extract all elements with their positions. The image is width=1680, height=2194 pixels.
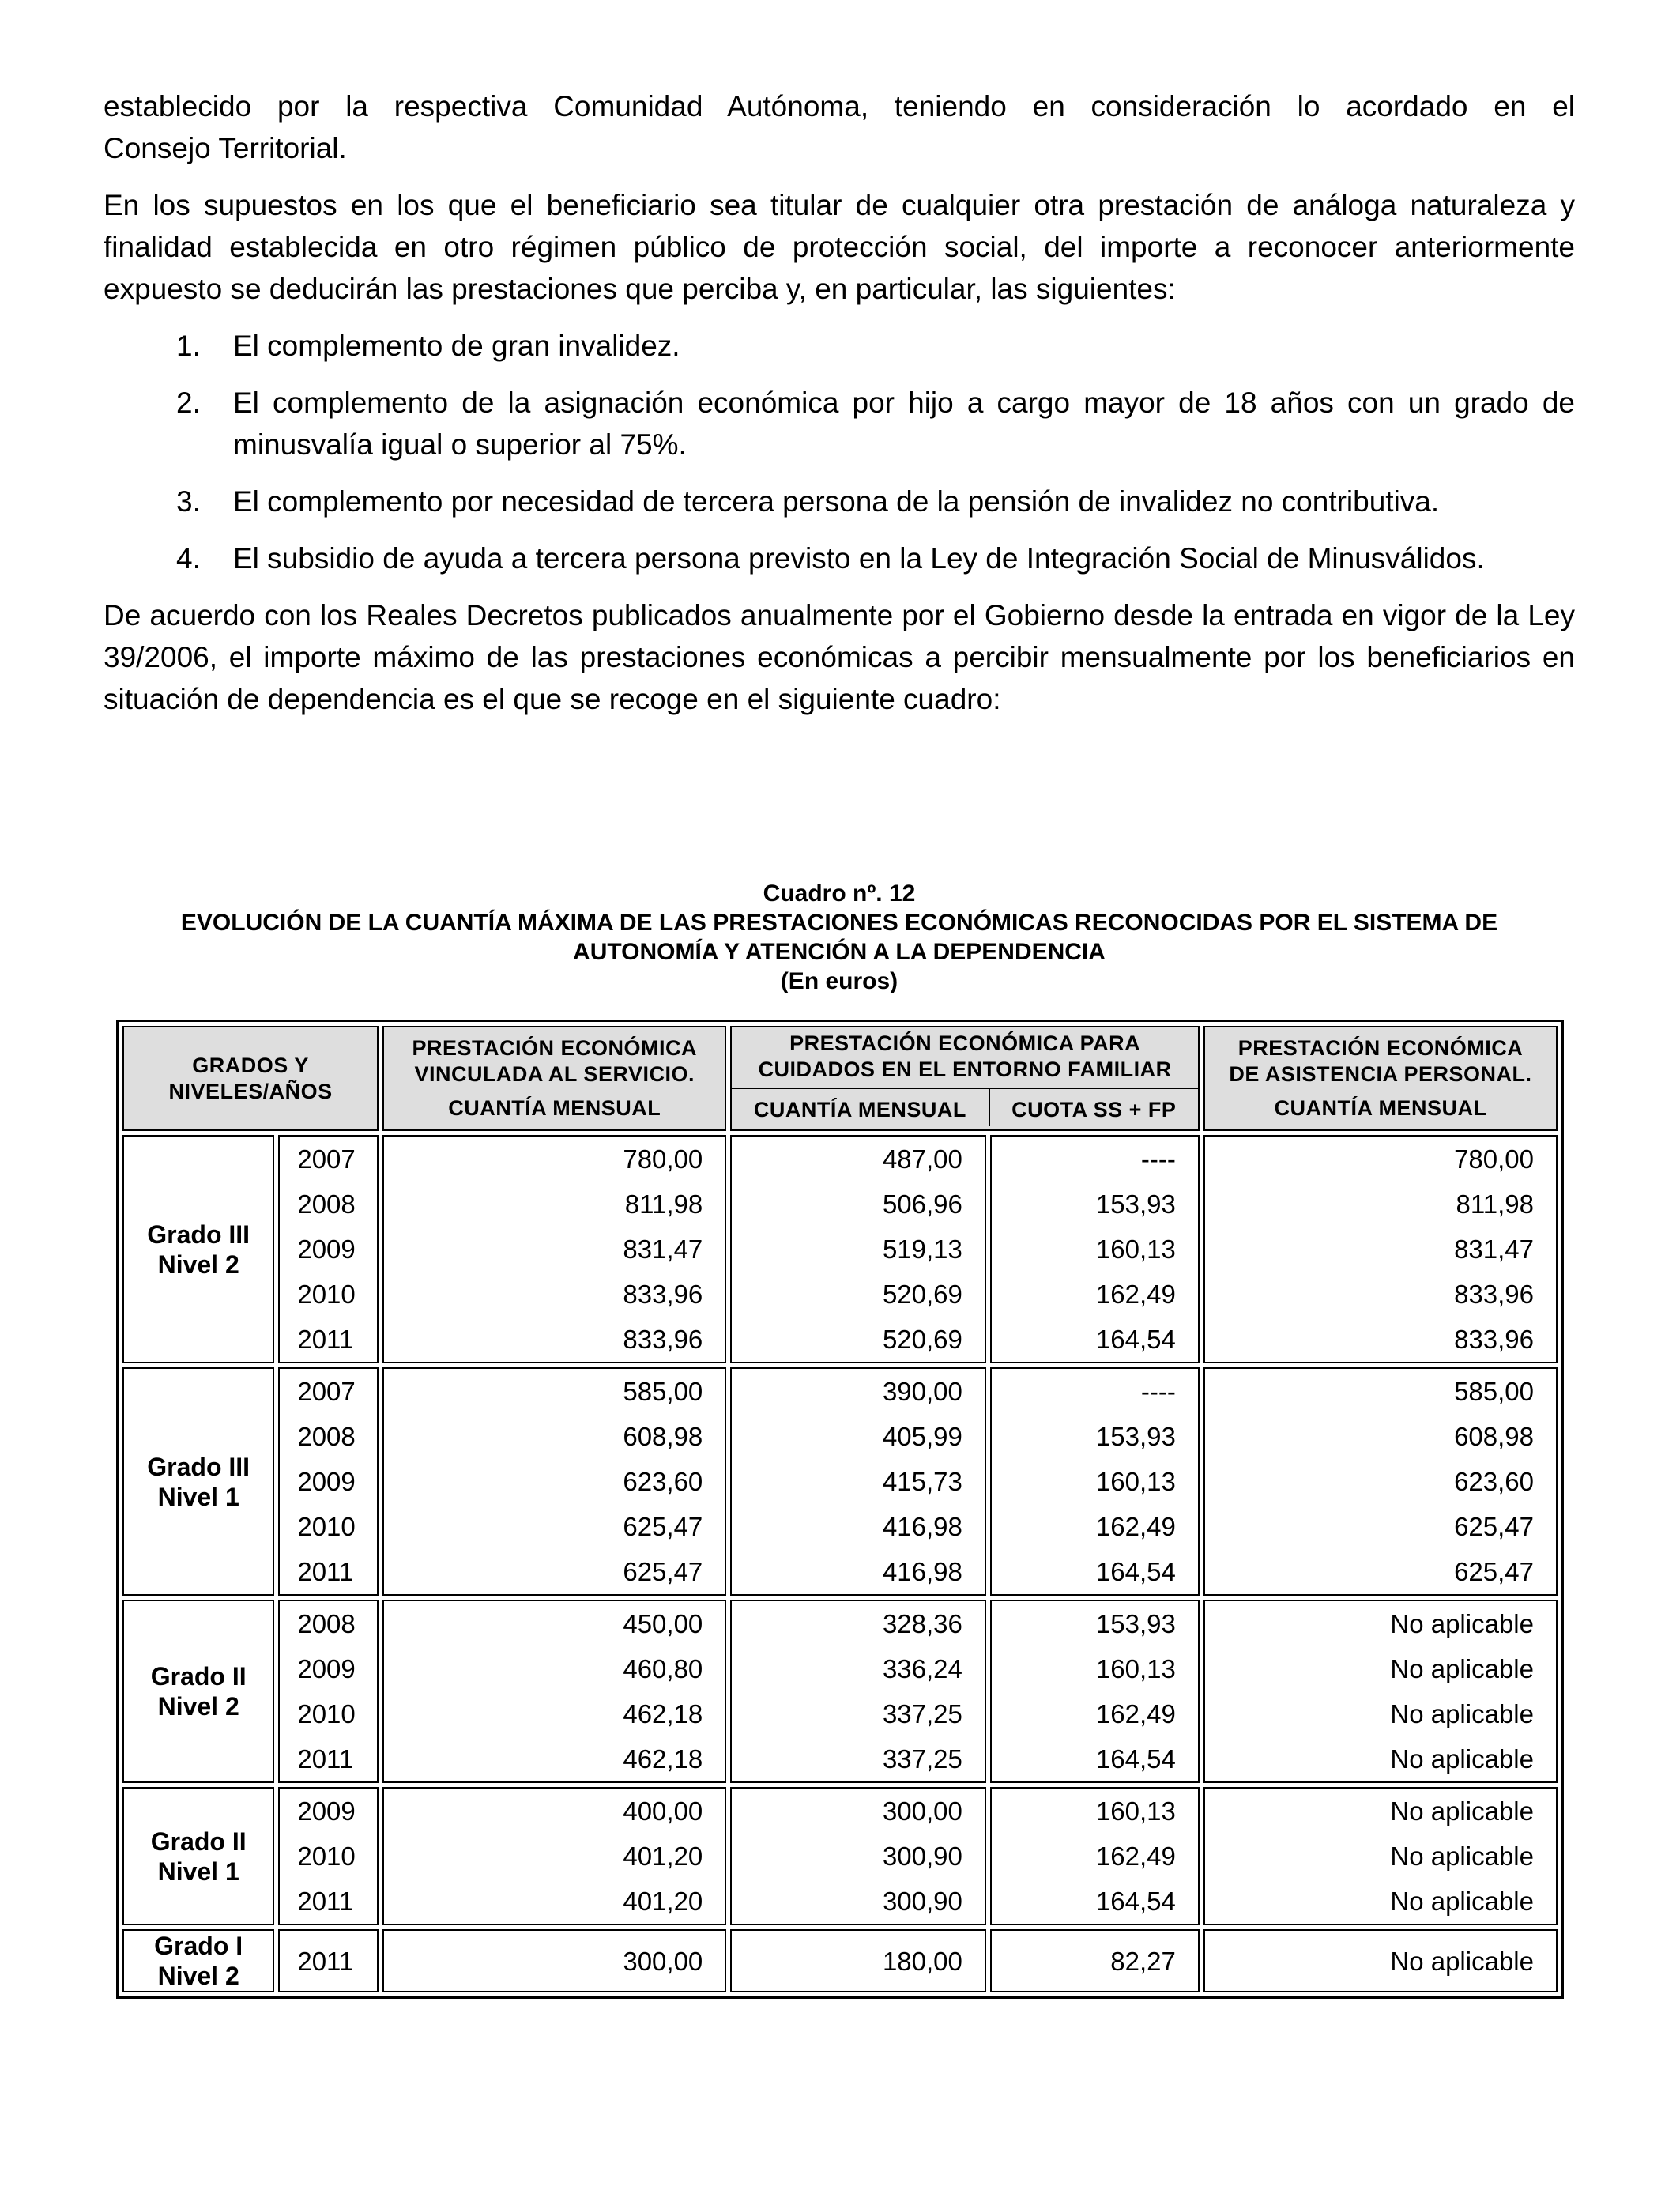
cell-value: 416,98 bbox=[882, 1557, 962, 1586]
cell-cuidados bbox=[730, 1787, 986, 1925]
header-cuidados-title bbox=[732, 1031, 1198, 1089]
header-text: NIVELES/AÑOS bbox=[168, 1079, 333, 1103]
table-title bbox=[104, 879, 1575, 996]
cell-value: 2008 bbox=[297, 1189, 356, 1219]
cell-value: 300,00 bbox=[623, 1946, 703, 1976]
cell-value: 405,99 bbox=[882, 1422, 962, 1451]
header-grados bbox=[122, 1026, 379, 1131]
cell-cuidados bbox=[730, 1600, 986, 1783]
cell-asistencia bbox=[1203, 1787, 1558, 1925]
grado-label bbox=[122, 1787, 274, 1925]
cell-value: 2010 bbox=[297, 1280, 356, 1309]
cell-value: No aplicable bbox=[1390, 1744, 1534, 1774]
cell-vinculada bbox=[382, 1929, 726, 1992]
table-header-row bbox=[122, 1026, 1558, 1131]
cell-value: No aplicable bbox=[1390, 1609, 1534, 1638]
header-text: PRESTACIÓN ECONÓMICA PARA bbox=[789, 1031, 1141, 1055]
cell-value: 2008 bbox=[297, 1609, 356, 1638]
cell-value: 585,00 bbox=[1454, 1377, 1534, 1406]
cell-value: 300,90 bbox=[882, 1887, 962, 1916]
cell-value: 625,47 bbox=[1454, 1557, 1534, 1586]
cell-value: 415,73 bbox=[882, 1467, 962, 1496]
cell-cuidados bbox=[730, 1367, 986, 1596]
cell-years bbox=[278, 1787, 379, 1925]
cell-value: 2009 bbox=[297, 1235, 356, 1264]
cell-value: 336,24 bbox=[882, 1654, 962, 1683]
cell-value: 153,93 bbox=[1095, 1609, 1176, 1638]
cell-value: 2011 bbox=[297, 1887, 354, 1916]
cell-value: 462,18 bbox=[623, 1699, 703, 1728]
cell-value: 585,00 bbox=[623, 1377, 703, 1406]
cell-value: No aplicable bbox=[1390, 1699, 1534, 1728]
cell-value: 520,69 bbox=[882, 1325, 962, 1354]
grado-text: Grado II bbox=[150, 1826, 247, 1856]
cell-cuota bbox=[990, 1929, 1200, 1992]
cell-value: 2009 bbox=[297, 1796, 356, 1826]
cell-value: 625,47 bbox=[1454, 1512, 1534, 1541]
cell-value: 460,80 bbox=[623, 1654, 703, 1683]
table-row bbox=[122, 1367, 1558, 1596]
header-asistencia bbox=[1203, 1026, 1558, 1131]
cell-cuidados bbox=[730, 1135, 986, 1363]
table-row bbox=[122, 1929, 1558, 1992]
grado-label bbox=[122, 1929, 274, 1992]
header-text: DE ASISTENCIA PERSONAL. bbox=[1229, 1062, 1532, 1086]
cell-value: No aplicable bbox=[1390, 1842, 1534, 1871]
list-number: 4. bbox=[176, 542, 201, 575]
cell-cuidados bbox=[730, 1929, 986, 1992]
header-text: CUIDADOS EN EL ENTORNO FAMILIAR bbox=[758, 1057, 1172, 1081]
cell-value: 337,25 bbox=[882, 1699, 962, 1728]
cell-asistencia bbox=[1203, 1929, 1558, 1992]
header-subtext: CUANTÍA MENSUAL bbox=[448, 1096, 661, 1120]
cell-value: 519,13 bbox=[882, 1235, 962, 1264]
cell-value: 780,00 bbox=[1454, 1144, 1534, 1174]
cell-value: 164,54 bbox=[1095, 1887, 1176, 1916]
table-row bbox=[122, 1787, 1558, 1925]
cell-asistencia bbox=[1203, 1367, 1558, 1596]
cell-value: 160,13 bbox=[1095, 1235, 1176, 1264]
cell-value: 160,13 bbox=[1095, 1467, 1176, 1496]
cell-value: ---- bbox=[1140, 1377, 1176, 1406]
list-item bbox=[104, 325, 1575, 367]
paragraph-1-line-1: establecido por la respectiva Comunidad Autónoma, teniendo en consideración lo acordado en el bbox=[104, 90, 1575, 123]
document-page bbox=[104, 85, 1575, 720]
cell-value: 337,25 bbox=[882, 1744, 962, 1774]
cell-value: 462,18 bbox=[623, 1744, 703, 1774]
grado-text: Nivel 1 bbox=[157, 1482, 239, 1511]
table-row bbox=[122, 1135, 1558, 1363]
header-text: PRESTACIÓN ECONÓMICA bbox=[1237, 1036, 1524, 1060]
cell-value: No aplicable bbox=[1390, 1887, 1534, 1916]
list-text: El complemento de gran invalidez. bbox=[233, 330, 680, 362]
list-text: El complemento por necesidad de tercera persona de la pensión de invalidez no contributiva. bbox=[233, 485, 1440, 518]
cell-value: 833,96 bbox=[1454, 1325, 1534, 1354]
cell-asistencia bbox=[1203, 1135, 1558, 1363]
table-number: Cuadro nº. 12 bbox=[763, 880, 916, 907]
cell-value: 811,98 bbox=[624, 1189, 703, 1219]
cell-value: 2008 bbox=[297, 1422, 356, 1451]
paragraph-1-line-2: Consejo Territorial. bbox=[104, 132, 347, 164]
cell-years bbox=[278, 1367, 379, 1596]
cell-value: 300,90 bbox=[882, 1842, 962, 1871]
cell-value: 153,93 bbox=[1095, 1422, 1176, 1451]
cell-value: 833,96 bbox=[623, 1280, 703, 1309]
cell-value: 164,54 bbox=[1095, 1325, 1176, 1354]
cell-value: 623,60 bbox=[1454, 1467, 1534, 1496]
cell-value: 300,00 bbox=[882, 1796, 962, 1826]
header-text: GRADOS Y bbox=[192, 1053, 309, 1077]
list-text: El subsidio de ayuda a tercera persona previsto en la Ley de Integración Social de Minusválidos. bbox=[233, 542, 1485, 575]
list-item bbox=[104, 537, 1575, 579]
grado-text: Nivel 2 bbox=[157, 1692, 239, 1721]
cell-value: 180,00 bbox=[882, 1946, 962, 1976]
list-item bbox=[104, 382, 1575, 466]
deductions-list bbox=[104, 325, 1575, 579]
grado-text: Grado III bbox=[147, 1452, 250, 1481]
header-vinculada bbox=[382, 1026, 726, 1131]
table-units: (En euros) bbox=[780, 968, 898, 994]
grado-text: Nivel 1 bbox=[157, 1857, 239, 1886]
paragraph-2: En los supuestos en los que el beneficiario sea titular de cualquier otra prestación de análoga naturaleza y finalidad establecida en otro régimen público de protección social, del importe a reconocer anteriormente expuesto se deducirán las prestaciones que perciba y, en particular, las siguientes: bbox=[104, 189, 1575, 305]
cell-value: 162,49 bbox=[1095, 1512, 1176, 1541]
cell-years bbox=[278, 1600, 379, 1783]
cell-value: 162,49 bbox=[1095, 1699, 1176, 1728]
cell-value: 2007 bbox=[297, 1144, 356, 1174]
header-subtext: CUANTÍA MENSUAL bbox=[1274, 1096, 1487, 1120]
header-subtext: CUANTÍA MENSUAL bbox=[732, 1089, 989, 1126]
cell-years bbox=[278, 1135, 379, 1363]
cell-value: 833,96 bbox=[1454, 1280, 1534, 1309]
cell-value: 153,93 bbox=[1095, 1189, 1176, 1219]
paragraph-3: De acuerdo con los Reales Decretos publicados anualmente por el Gobierno desde la entrada en vigor de la Ley 39/2006, el importe máximo de las prestaciones económicas a percibir mensualmente por los beneficiarios en situación de dependencia es el que se recoge en el siguiente cuadro: bbox=[104, 599, 1575, 715]
cell-value: 831,47 bbox=[1454, 1235, 1534, 1264]
cell-cuota bbox=[990, 1135, 1200, 1363]
cell-value: 625,47 bbox=[623, 1557, 703, 1586]
cell-value: 2009 bbox=[297, 1467, 356, 1496]
cell-value: 416,98 bbox=[882, 1512, 962, 1541]
cell-value: 400,00 bbox=[623, 1796, 703, 1826]
cell-value: 608,98 bbox=[1454, 1422, 1534, 1451]
cell-value: 2010 bbox=[297, 1842, 356, 1871]
grado-text: Grado I bbox=[154, 1932, 243, 1960]
cell-value: 164,54 bbox=[1095, 1744, 1176, 1774]
cell-value: 164,54 bbox=[1095, 1557, 1176, 1586]
grado-label bbox=[122, 1600, 274, 1783]
cell-value: 2011 bbox=[297, 1946, 354, 1976]
header-text: VINCULADA AL SERVICIO. bbox=[414, 1062, 695, 1086]
cell-value: 2007 bbox=[297, 1377, 356, 1406]
cell-value: 2011 bbox=[297, 1744, 354, 1774]
cell-value: No aplicable bbox=[1390, 1654, 1534, 1683]
cell-value: 780,00 bbox=[623, 1144, 703, 1174]
cell-value: 2009 bbox=[297, 1654, 356, 1683]
cell-value: No aplicable bbox=[1390, 1946, 1534, 1976]
cell-cuota bbox=[990, 1367, 1200, 1596]
table-title-line-2: AUTONOMÍA Y ATENCIÓN A LA DEPENDENCIA bbox=[573, 939, 1106, 965]
cell-value: 162,49 bbox=[1095, 1842, 1176, 1871]
cell-vinculada bbox=[382, 1600, 726, 1783]
cell-value: 2011 bbox=[297, 1557, 354, 1586]
cell-value: 2010 bbox=[297, 1699, 356, 1728]
header-text: PRESTACIÓN ECONÓMICA bbox=[412, 1036, 697, 1060]
cell-value: 160,13 bbox=[1095, 1796, 1176, 1826]
cell-value: 162,49 bbox=[1095, 1280, 1176, 1309]
cell-value: 608,98 bbox=[623, 1422, 703, 1451]
grado-text: Nivel 2 bbox=[157, 1250, 239, 1279]
cell-value: 833,96 bbox=[623, 1325, 703, 1354]
grado-text: Nivel 2 bbox=[157, 1962, 239, 1990]
grado-label bbox=[122, 1367, 274, 1596]
cell-value: 450,00 bbox=[623, 1609, 703, 1638]
cell-years bbox=[278, 1929, 379, 1992]
cell-value: 390,00 bbox=[882, 1377, 962, 1406]
cell-value: 625,47 bbox=[623, 1512, 703, 1541]
table-body bbox=[122, 1135, 1558, 1992]
grado-text: Grado II bbox=[150, 1662, 247, 1691]
list-text: El complemento de la asignación económica por hijo a cargo mayor de 18 años con un grado de minusvalía igual o superior al 75%. bbox=[233, 386, 1575, 461]
benefits-table bbox=[116, 1020, 1564, 1999]
grado-text: Grado III bbox=[147, 1220, 250, 1249]
cell-value: 487,00 bbox=[882, 1144, 962, 1174]
cell-cuota bbox=[990, 1600, 1200, 1783]
cell-value: 160,13 bbox=[1095, 1654, 1176, 1683]
header-cuidados bbox=[730, 1026, 1200, 1131]
cell-value: ---- bbox=[1140, 1144, 1176, 1174]
table-title-line-1: EVOLUCIÓN DE LA CUANTÍA MÁXIMA DE LAS PRESTACIONES ECONÓMICAS RECONOCIDAS POR EL SISTEMA DE bbox=[180, 910, 1498, 936]
cell-value: 328,36 bbox=[882, 1609, 962, 1638]
cell-value: 811,98 bbox=[1456, 1189, 1534, 1219]
cell-value: 506,96 bbox=[882, 1189, 962, 1219]
list-item bbox=[104, 481, 1575, 522]
cell-value: 82,27 bbox=[1110, 1946, 1176, 1976]
list-number: 3. bbox=[176, 485, 201, 518]
cell-value: 401,20 bbox=[623, 1842, 703, 1871]
grado-label bbox=[122, 1135, 274, 1363]
cell-vinculada bbox=[382, 1367, 726, 1596]
cell-asistencia bbox=[1203, 1600, 1558, 1783]
cell-cuota bbox=[990, 1787, 1200, 1925]
cell-value: 623,60 bbox=[623, 1467, 703, 1496]
header-subtext: CUOTA SS + FP bbox=[1011, 1098, 1177, 1122]
list-number: 1. bbox=[176, 330, 201, 362]
cell-value: 520,69 bbox=[882, 1280, 962, 1309]
cell-value: No aplicable bbox=[1390, 1796, 1534, 1826]
cell-vinculada bbox=[382, 1135, 726, 1363]
cell-value: 2011 bbox=[297, 1325, 354, 1354]
cell-value: 2010 bbox=[297, 1512, 356, 1541]
cell-value: 831,47 bbox=[623, 1235, 703, 1264]
list-number: 2. bbox=[176, 386, 201, 419]
table-row bbox=[122, 1600, 1558, 1783]
cell-value: 401,20 bbox=[623, 1887, 703, 1916]
paragraph-1-end bbox=[104, 127, 1575, 169]
paragraph-1 bbox=[104, 85, 1575, 127]
cell-vinculada bbox=[382, 1787, 726, 1925]
